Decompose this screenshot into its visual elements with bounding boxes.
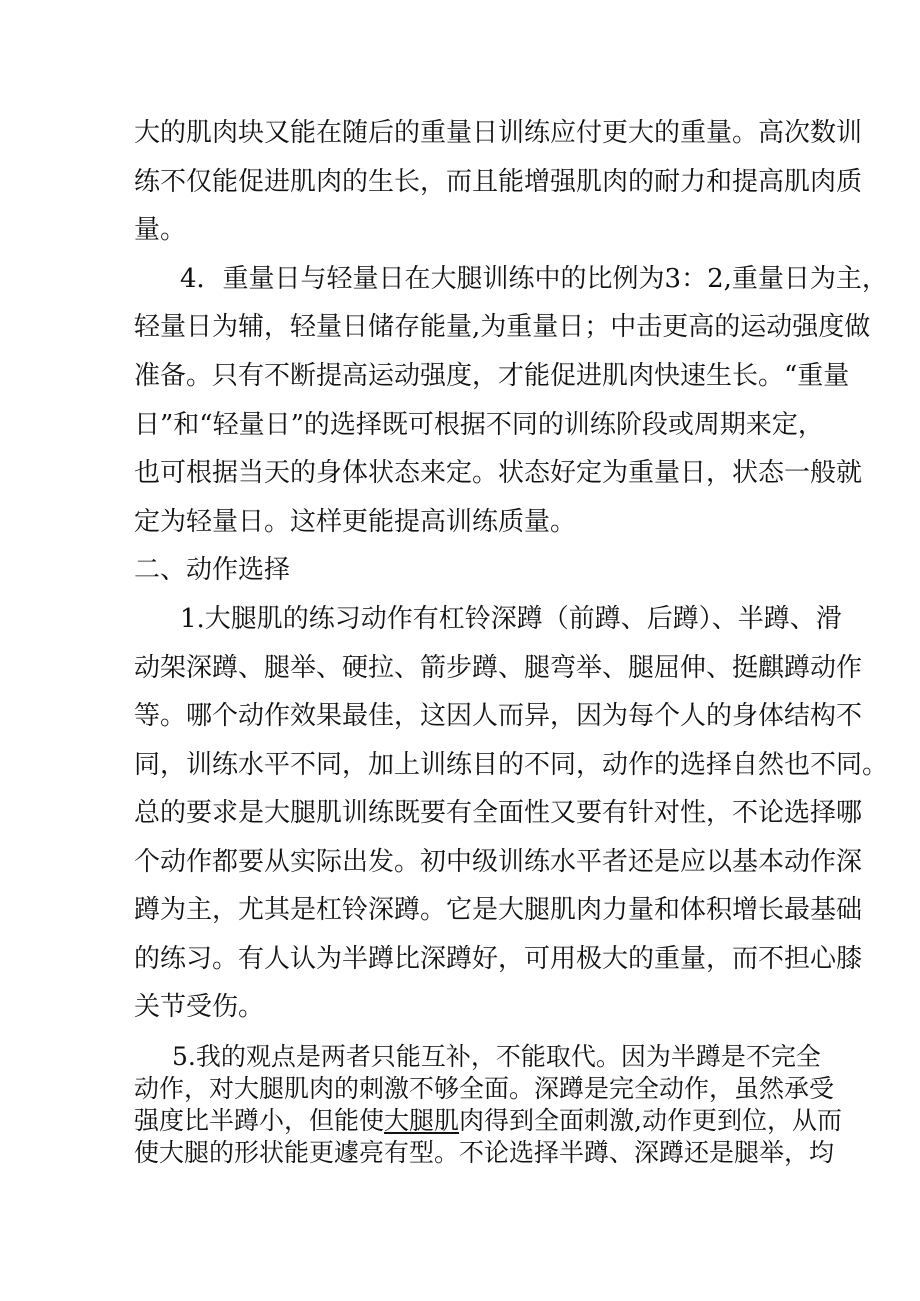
paragraph-line: 定为轻量日。这样更能提高训练质量。: [134, 507, 577, 537]
paragraph-line: 使大腿的形状能更遽亮有型。不论选择半蹲、深蹲还是腿举，均: [134, 1138, 835, 1167]
paragraph-line: 蹲为主，尤其是杠铃深蹲。它是大腿肌肉力量和体积增长最基础: [134, 895, 863, 925]
paragraph-line: 也可根据当天的身体状态来定。状态好定为重量日，状态一般就: [134, 458, 863, 488]
paragraph-line: 4．重量日与轻量日在大腿训练中的比例为3：2,重量日为主，: [180, 264, 888, 294]
paragraph-line: 量。: [134, 215, 187, 245]
text-segment: 强度比半蹲小，但能使: [134, 1106, 385, 1135]
section-heading: 二、动作选择: [134, 555, 291, 585]
paragraph-line: 的练习。有人认为半蹲比深蹲好，可用极大的重量，而不担心膝: [134, 944, 863, 974]
paragraph-line: 等。哪个动作效果最佳，这因人而异，因为每个人的身体结构不: [134, 701, 863, 731]
paragraph-line: 总的要求是大腿肌训练既要有全面性又要有针对性，不论选择哪: [134, 798, 863, 828]
paragraph-line: 关节受伤。: [134, 992, 265, 1022]
text-segment: 肉得到全面刺激,动作更到位，从而: [459, 1106, 842, 1135]
underlined-term: 大腿肌: [384, 1106, 460, 1135]
paragraph-line: 大的肌肉块又能在随后的重量日训练应付更大的重量。高次数训: [134, 118, 863, 148]
paragraph-line: 动作，对大腿肌肉的刺激不够全面。深蹲是完全动作，虽然承受: [134, 1074, 835, 1103]
paragraph-line: 同，训练水平不同，加上训练目的不同，动作的选择自然也不同。: [134, 750, 889, 780]
paragraph-line: 练不仅能促进肌肉的生长，而且能增强肌肉的耐力和提高肌肉质: [134, 167, 863, 197]
paragraph-line: 5.我的观点是两者只能互补，不能取代。因为半蹲是不完全: [172, 1042, 821, 1071]
paragraph-line: 动架深蹲、腿举、硬拉、箭步蹲、腿弯举、腿屈伸、挺麒蹲动作: [134, 653, 863, 683]
paragraph-line: 准备。只有不断提高运动强度，才能促进肌肉快速生长。“重量: [134, 361, 850, 391]
paragraph-line: 日”和“轻量日”的选择既可根据不同的训练阶段或周期来定，: [134, 410, 824, 440]
paragraph-line: 轻量日为辅，轻量日储存能量,为重量日；中击更高的运动强度做: [134, 312, 871, 342]
paragraph-line: 1.大腿肌的练习动作有杠铃深蹲（前蹲、后蹲）、半蹲、滑: [180, 604, 842, 634]
paragraph-line: [134, 1107, 842, 1135]
paragraph-line: 个动作都要从实际出发。初中级训练水平者还是应以基本动作深: [134, 847, 863, 877]
